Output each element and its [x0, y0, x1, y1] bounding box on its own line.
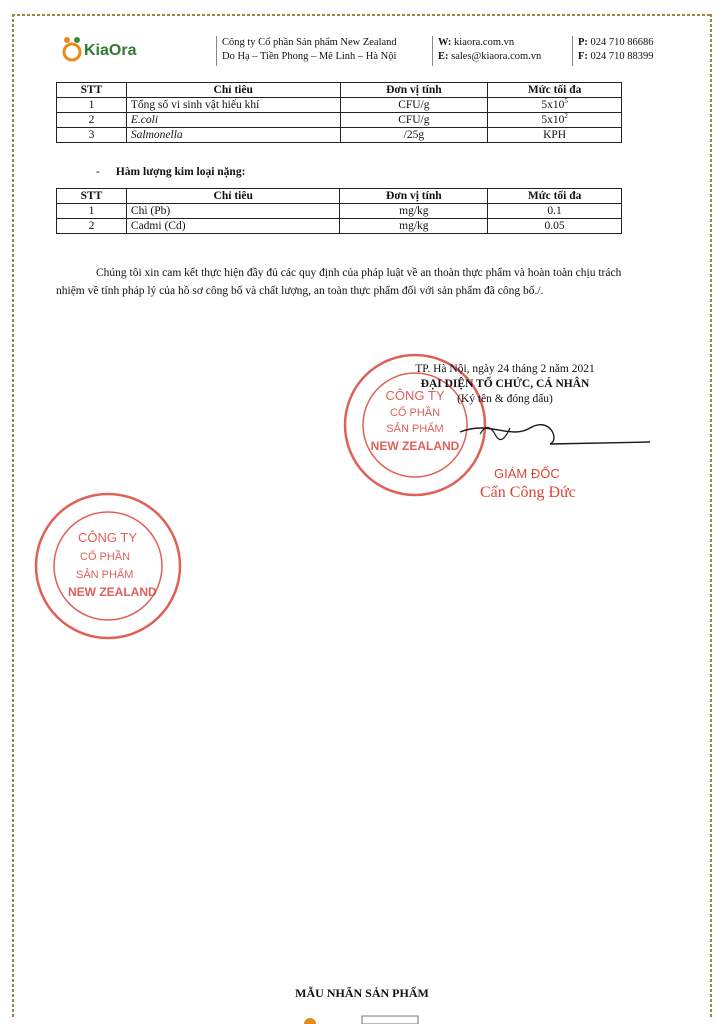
header-max: Mức tối đa: [488, 189, 622, 204]
row-max: [488, 128, 622, 143]
row-criteria: Salmonella: [126, 128, 340, 143]
microbiology-table: [56, 82, 622, 143]
row-stt: 1: [57, 204, 127, 219]
table-header-row: [57, 83, 622, 98]
edge-stamp-icon: [30, 488, 157, 644]
row-max: 0.05: [488, 219, 622, 234]
header-divider: [216, 36, 217, 66]
page-border-left: [12, 14, 14, 1018]
table-header-row: [57, 189, 622, 204]
phone-label: P:: [578, 37, 588, 48]
company-info: [222, 36, 397, 64]
header-divider: [432, 36, 433, 66]
handwritten-signature-icon: [420, 410, 660, 460]
row-max: 0.1: [488, 204, 622, 219]
max-base: 5x10: [541, 114, 565, 126]
page-border-top: [12, 14, 712, 16]
table-row: [57, 219, 622, 234]
web-value: kiaora.com.vn: [454, 37, 515, 48]
row-max: [488, 113, 622, 128]
signer-position: GIÁM ĐỐC: [494, 466, 560, 481]
signature-date: TP. Hà Nội, ngày 24 tháng 2 năm 2021: [415, 363, 595, 375]
fax-value: 024 710 88399: [590, 51, 654, 62]
web-email-info: [438, 36, 541, 64]
edge-stamp-line-2: CỔ PHẦN: [80, 551, 131, 563]
row-max: [488, 98, 622, 113]
row-unit: CFU/g: [340, 113, 488, 128]
web-label: W:: [438, 37, 452, 48]
product-label-preview-icon: [300, 1014, 420, 1024]
stamp-line-2: CỔ PHẦN: [389, 407, 441, 419]
stamp-line-4: NEW ZEALAND: [370, 439, 460, 453]
row-unit: mg/kg: [340, 204, 488, 219]
max-base: KPH: [543, 129, 567, 141]
email-value: sales@kiaora.com.vn: [451, 51, 542, 62]
signer-name: Cấn Công Đức: [480, 484, 576, 501]
edge-stamp-line-1: CÔNG TY: [78, 530, 137, 545]
header-unit: Đơn vị tính: [340, 189, 488, 204]
row-criteria: Cadmi (Cd): [126, 219, 340, 234]
product-label-title: MẪU NHÃN SẢN PHẨM: [295, 986, 429, 1000]
stamp-line-3: SẢN PHẨM: [386, 423, 444, 435]
row-criteria: E.coli: [126, 113, 340, 128]
header-criteria: Chỉ tiêu: [126, 189, 340, 204]
row-unit: CFU/g: [340, 98, 488, 113]
row-criteria: Chì (Pb): [126, 204, 340, 219]
stamp-line-1: CÔNG TY: [385, 388, 445, 403]
signature-org: ĐẠI DIỆN TỔ CHỨC, CÁ NHÂN: [420, 378, 590, 390]
page-border-right: [710, 14, 712, 1018]
header-stt: STT: [57, 83, 127, 98]
row-unit: mg/kg: [340, 219, 488, 234]
max-base: 5x10: [541, 99, 565, 111]
signature-note: (Ký tên & đóng dấu): [457, 393, 553, 405]
max-exponent: 5: [564, 97, 568, 106]
company-address: Do Hạ – Tiền Phong – Mê Linh – Hà Nội: [222, 51, 397, 62]
fax-label: F:: [578, 51, 588, 62]
phone-value: 024 710 86686: [590, 37, 654, 48]
header-divider: [572, 36, 573, 66]
row-stt: 1: [57, 98, 127, 113]
bullet: -: [96, 166, 100, 178]
metals-section-title: [96, 166, 245, 178]
metals-title: Hàm lượng kim loại nặng:: [115, 166, 246, 178]
phone-fax-info: [578, 36, 654, 64]
table-row: [57, 113, 622, 128]
header-criteria: Chỉ tiêu: [126, 83, 340, 98]
header-unit: Đơn vị tính: [340, 83, 488, 98]
row-unit: /25g: [340, 128, 488, 143]
max-exponent: 2: [564, 112, 568, 121]
heavy-metals-table: [56, 188, 622, 234]
row-criteria: Tổng số vi sinh vật hiếu khí: [126, 98, 340, 113]
signature-block: [360, 362, 650, 407]
row-stt: 3: [57, 128, 127, 143]
edge-stamp-line-4: NEW ZEALAND: [68, 585, 157, 599]
table-row: [57, 98, 622, 113]
row-stt: 2: [57, 113, 127, 128]
email-label: E:: [438, 51, 449, 62]
company-name: Công ty Cổ phần Sản phẩm New Zealand: [222, 37, 397, 48]
commitment-paragraph: Chúng tôi xin cam kết thực hiện đầy đủ các quy định của pháp luật về an thoàn thực phẩm và hoàn toàn chịu trách nhiệm về tính pháp lý của hồ sơ công bố và chất lượng, an toàn thực phẩm đối với sản phẩm đã công bố./.: [56, 267, 622, 297]
header-stt: STT: [57, 189, 127, 204]
table-row: [57, 204, 622, 219]
row-stt: 2: [57, 219, 127, 234]
header-max: Mức tối đa: [488, 83, 622, 98]
edge-stamp-line-3: SẢN PHẨM: [76, 569, 134, 581]
brand-name: KiaOra: [84, 42, 137, 59]
table-row: [57, 128, 622, 143]
